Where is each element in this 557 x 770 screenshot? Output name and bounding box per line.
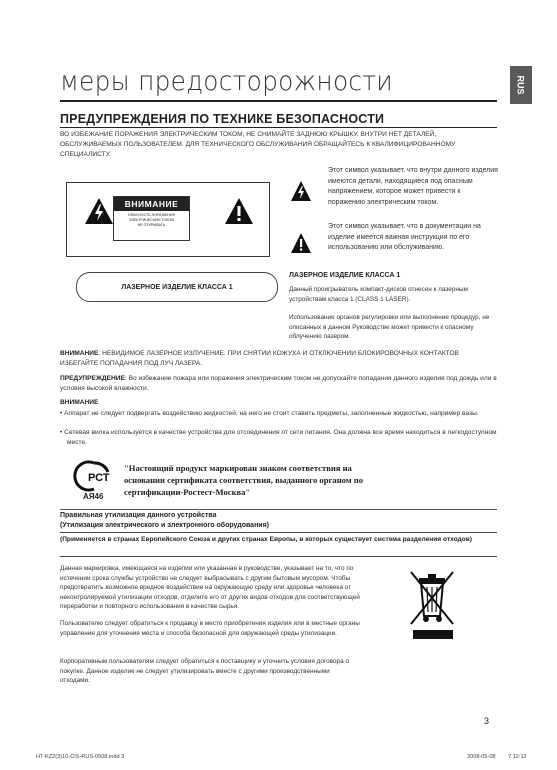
laser-heading: ЛАЗЕРНОЕ ИЗДЕЛИЕ КЛАССА 1 — [289, 272, 401, 279]
language-tab: RUS — [510, 66, 532, 104]
caution-line-3: НЕ ОТКРЫВАТЬ — [137, 223, 166, 227]
moisture-warning-note: ПРЕДУПРЕЖДЕНИЕ: Во избежание пожара или поражения электрическим током не допускайте попадания данного изделия под дождь или в условия высокой влажности. — [60, 375, 497, 392]
laser-class-badge: ЛАЗЕРНОЕ ИЗДЕЛИЕ КЛАССА 1 — [76, 272, 278, 302]
laser-caution-note: ВНИМАНИЕ: НЕВИДИМОЕ ЛАЗЕРНОЕ ИЗЛУЧЕНИЕ. ПРИ СНЯТИИ КОЖУХА И ОТКЛЮЧЕНИИ БЛОКИРОВОЧНЫХ КОНТАКТОВ ИЗБЕГАЙТЕ ПОПАДАНИЯ ПОД ЛУЧ ЛАЗЕРА. — [60, 350, 459, 367]
footer-date: 2008-05-08 — [467, 754, 496, 760]
heading-rule — [60, 127, 497, 128]
page-title: меры предосторожности — [60, 66, 393, 97]
disposal-heading: Правильная утилизация данного устройства — [60, 512, 217, 519]
disposal-paragraph-3: Корпоративным пользователям следует обратиться к поставщику и уточнить условия договора о покупке. Данное изделие не следует утилизировать вместе с другими производственными отходами. — [60, 658, 349, 684]
laser-text-1: Данный проигрыватель компакт-дисков отнесен к лазерным устройствам класса 1 (CLASS 1 LASER). — [289, 286, 468, 303]
caution-line-2: ЭЛЕКТРИЧЕСКИМ ТОКОМ — [128, 218, 175, 222]
caution-list-heading: ВНИМАНИЕ — [60, 399, 99, 406]
caution-bullet-2: • Сетевая вилка используется в качестве устройства для отсоединения от сети питания. Она должна все время находиться в легкодоступном месте. — [60, 429, 497, 446]
disposal-mid-rule — [60, 532, 497, 533]
disposal-paragraph-2: Пользователю следует обратиться к продавцу в место приобретения изделия или в местные органы управления для уточнения места и способа безопасной для окружающей среды утилизации. — [60, 620, 360, 637]
disposal-scope-note: (Применяется в странах Европейского Союза и других странах Европы, в которых существует система разделения отходов) — [60, 536, 472, 543]
disposal-subheading: (Утилизация электрического и электронного оборудования) — [60, 522, 270, 529]
laser-text-2: Использование органов регулировки или выполнение процедур, не описанных в данном Руководстве может привести к опасному облучению лазером. — [289, 314, 490, 340]
caution-bullet-1: • Аппарат не следует подвергать воздействию жидкостей, на него не стоит ставить предметы, заполненные жидкостью, например вазы. — [60, 410, 479, 417]
crossed-bin-icon — [405, 568, 461, 642]
section-heading: ПРЕДУПРЕЖДЕНИЯ ПО ТЕХНИКЕ БЕЗОПАСНОСТИ — [60, 112, 385, 126]
exclamation-warning-icon — [224, 197, 254, 225]
exclamation-symbol-text: Этот символ указывает, что в документации на изделие имеется важная инструкция по его использованию или обслуживанию. — [328, 223, 481, 251]
caution-line-1: ОПАСНОСТЬ ПОРАЖЕНИЯ — [127, 213, 176, 217]
disposal-scope-rule — [60, 556, 497, 557]
title-rule — [60, 100, 497, 102]
disposal-paragraph-1: Данная маркировка, имеющаяся на изделии или указанная в руководстве, указывает на то, что по истечении срока службы устройство не следует выбрасывать с другим бытовым мусором. Чтобы предотвратить возможное вредное воздействие на окружающую среду или здоровье человека от неконтролируемой утилизации отходов, отделите его от других видов отходов для соответствующей переработки и повторного использования в качестве сырья. — [60, 565, 360, 610]
lightning-symbol-icon — [290, 180, 312, 202]
caution-label — [113, 196, 190, 241]
lightning-warning-icon — [84, 197, 114, 225]
footer-time: 7:12:12 — [508, 754, 527, 760]
lightning-symbol-text: Этот символ указывает, что внутри данного изделия имеются детали, находящиеся под опасным напряжением, которое может привести к поражению электрическим током. — [328, 167, 498, 206]
disposal-top-rule — [60, 509, 497, 510]
footer-filename: HT-KZ2(3)10-CIS-RUS-0508.indd 3 — [36, 754, 125, 760]
certification-code: АЯ46 — [83, 492, 104, 501]
certification-text: "Настоящий продукт маркирован знаком соответствия на основании сертификата соответствия, выданного органом по сертификации-Ростест-Москва" — [124, 463, 364, 497]
intro-text: ВО ИЗБЕЖАНИЕ ПОРАЖЕНИЯ ЭЛЕКТРИЧЕСКИМ ТОКОМ, НЕ СНИМАЙТЕ ЗАДНЮЮ КРЫШКУ. ВНУТРИ НЕТ ДЕТАЛЕЙ, ОБСЛУЖИВАЕМЫХ ПОЛЬЗОВАТЕЛЕМ. ДЛЯ ТЕХНИЧЕСКОГО ОБСЛУЖИВАНИЯ ОБРАЩАЙТЕСЬ К КВАЛИФИЦИРОВАННОМУ СПЕЦИАЛИСТУ. — [60, 131, 456, 158]
svg-text:РСТ: РСТ — [88, 472, 110, 484]
rst-certification-mark-icon — [72, 460, 116, 492]
exclamation-symbol-icon — [290, 232, 312, 254]
page-number: 3 — [484, 716, 490, 726]
caution-label-heading: ВНИМАНИЕ — [114, 197, 189, 211]
